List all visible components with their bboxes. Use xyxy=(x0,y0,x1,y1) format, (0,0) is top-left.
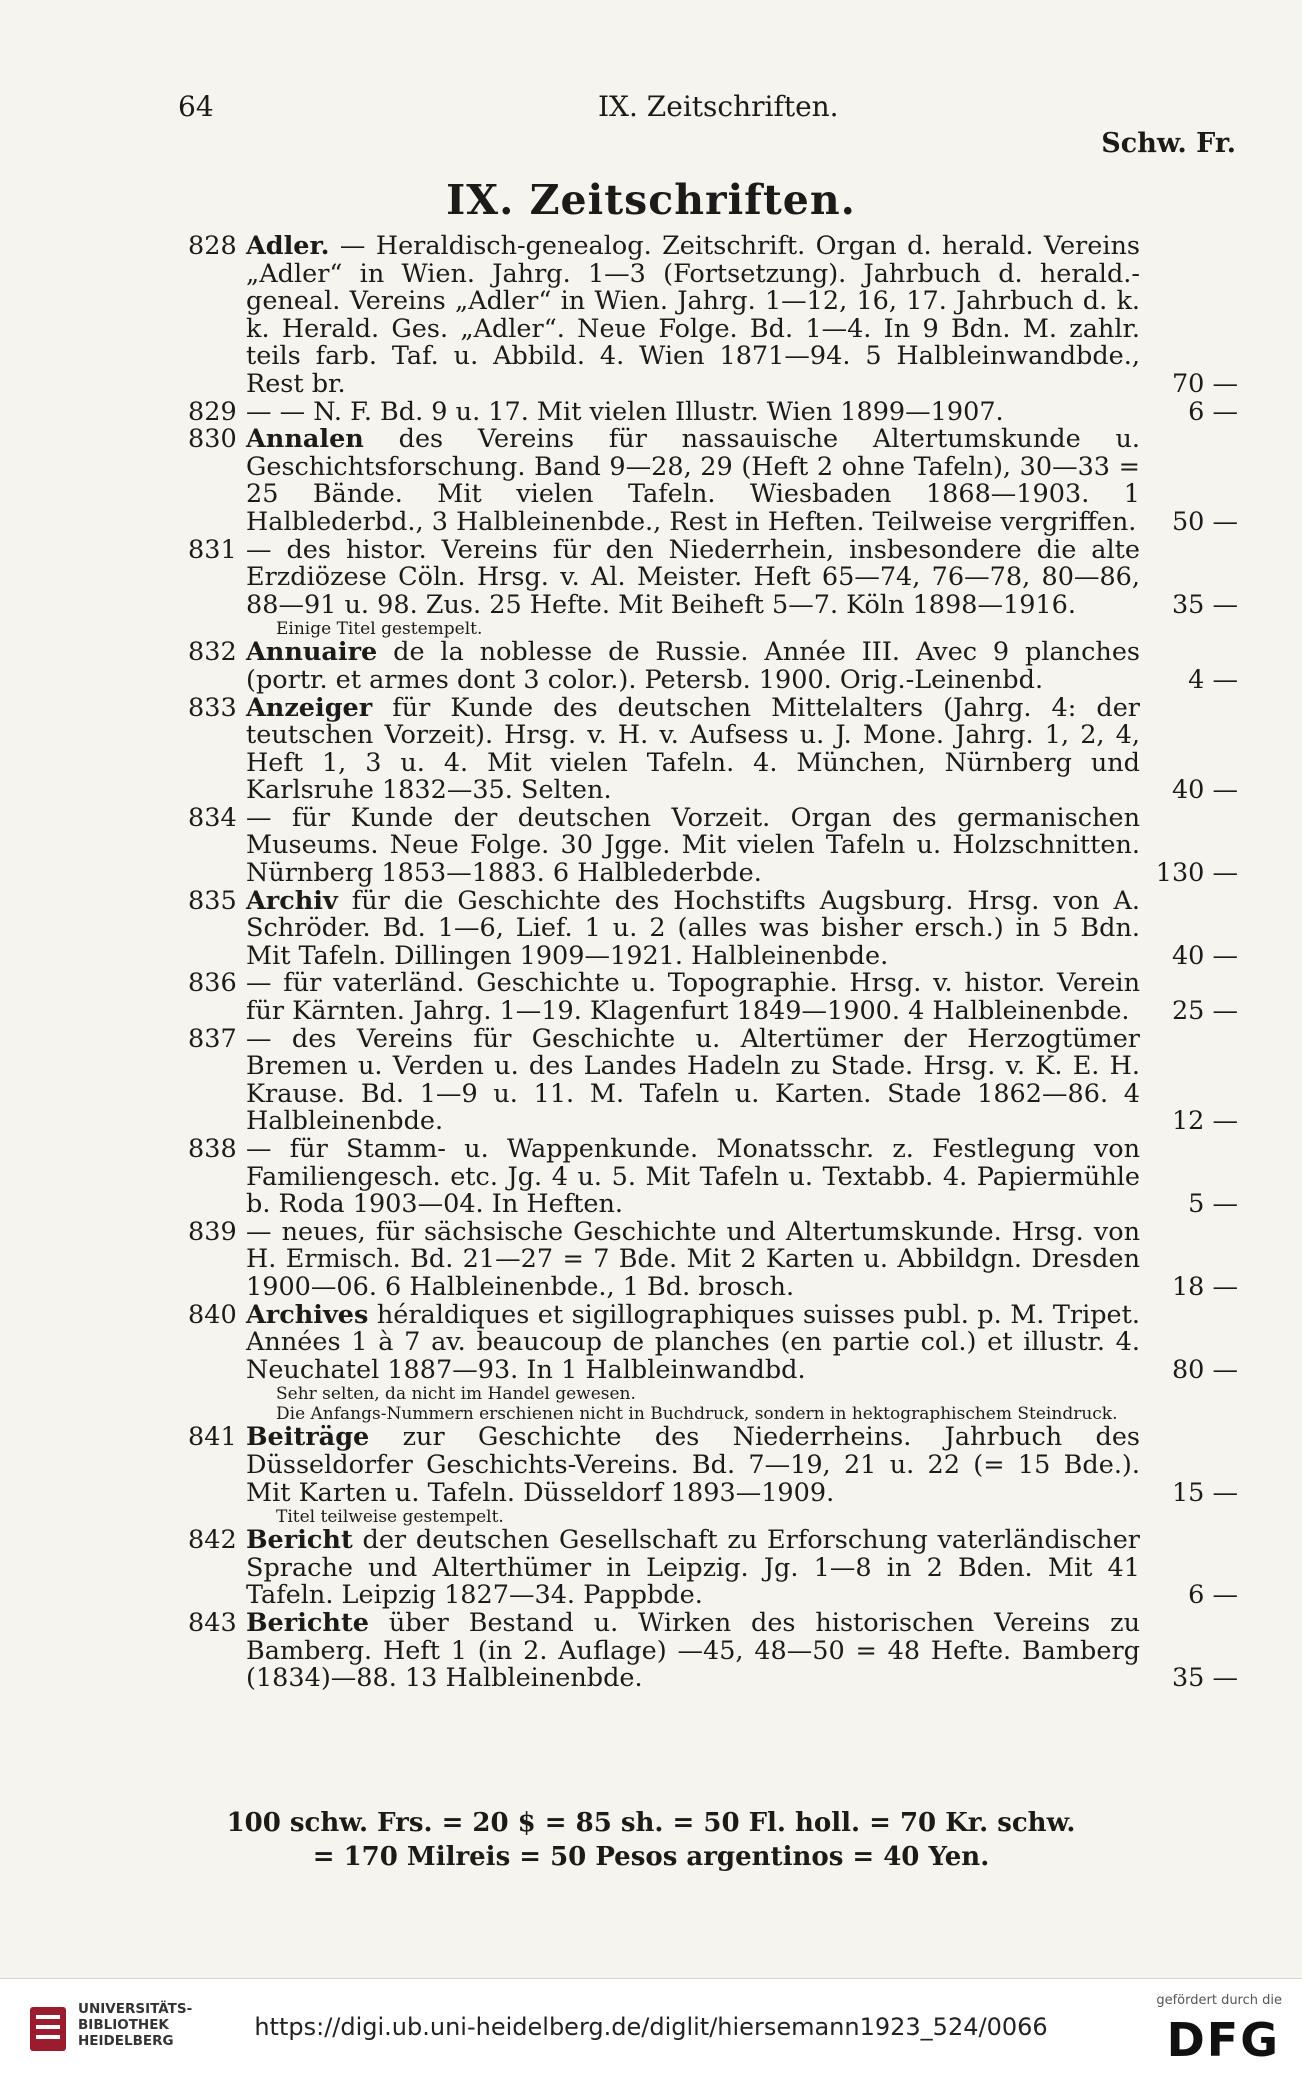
catalog-entry xyxy=(188,1607,1238,1694)
entry-description xyxy=(246,970,1238,1025)
entry-number: 829 xyxy=(188,396,237,427)
entry-keyword: Adler. xyxy=(246,231,330,261)
currency-label: Schw. Fr. xyxy=(1101,128,1236,159)
entry-description xyxy=(246,802,1238,889)
entry-description xyxy=(246,1424,1238,1507)
entry-text: — für vaterländ. Geschichte u. Topographie. Hrsg. v. histor. Verein für Kärnten. Jahrg. 1—19. Klagenfurt 1849—1900. 4 Halbleinenbde. xyxy=(246,968,1140,1027)
entry-price: 35 — xyxy=(1171,589,1238,620)
entry-text: — des histor. Vereins für den Niederrhein, insbesondere die alte Erzdiözese Cöln. Hrsg. v. Al. Meister. Heft 65—74, 76—78, 80—86, 88—91 u. 98. Zus. 25 Hefte. Mit Beiheft 5—7. Köln 1898—1916. xyxy=(246,534,1140,620)
entry-number: 842 xyxy=(188,1525,237,1556)
entry-description xyxy=(246,1023,1238,1137)
entry-number: 841 xyxy=(188,1422,237,1453)
running-title: IX. Zeitschriften. xyxy=(598,90,839,123)
entry-number: 840 xyxy=(188,1299,237,1330)
entry-description xyxy=(246,885,1238,971)
entry-description xyxy=(246,1136,1238,1219)
catalog-entries xyxy=(188,233,1238,1693)
entry-text: des Vereins für nassauische Altertumskunde u. Geschichtsforschung. Band 9—28, 29 (Heft 2 ohne Tafeln), 30—33 = 25 Bände. Mit vielen Tafeln. Wiesbaden 1868—1903. 1 Halblederbd., 3 Halbleinenbde., Rest in Heften. Teilweise vergriffen. xyxy=(246,424,1140,537)
catalog-entry xyxy=(188,885,1238,971)
entry-number: 838 xyxy=(188,1134,237,1164)
entry-price: 80 — xyxy=(1171,1354,1238,1385)
catalog-entry xyxy=(188,534,1238,640)
entry-text: héraldiques et sigillographiques suisses publ. p. M. Tripet. Années 1 à 7 av. beaucoup de planches (en partie col.) et illustr. 4. Neuchatel 1887—93. In 1 Halbleinwandbd. xyxy=(246,1299,1140,1385)
page-number: 64 xyxy=(178,90,214,123)
entry-price: 25 — xyxy=(1171,996,1238,1027)
entry-text: — — N. F. Bd. 9 u. 17. Mit vielen Illustr. Wien 1899—1907. xyxy=(246,396,1004,427)
running-header xyxy=(178,90,1238,130)
entry-keyword: Archives xyxy=(246,1299,369,1330)
entry-keyword: Anzeiger xyxy=(246,692,373,723)
entry-description xyxy=(246,1216,1238,1302)
entry-text: — für Stamm- u. Wappenkunde. Monatsschr. z. Festlegung von Familiengesch. etc. Jg. 4 u. 5. Mit Tafeln u. Textabb. 4. Papiermühle b. Roda 1903—04. In Heften. xyxy=(246,1134,1140,1220)
viewer-footer-bar xyxy=(0,1978,1302,2077)
entry-price: 12 — xyxy=(1171,1106,1238,1137)
entry-text: über Bestand u. Wirken des historischen Vereins zu Bamberg. Heft 1 (in 2. Auflage) —45, 48—50 = 48 Hefte. Bamberg (1834)—88. 13 Halbleinenbde. xyxy=(246,1607,1140,1694)
entry-price: 35 — xyxy=(1171,1663,1238,1694)
section-title: IX. Zeitschriften. xyxy=(446,176,856,224)
entry-description xyxy=(246,1299,1238,1385)
entry-price: 4 — xyxy=(1188,664,1238,695)
entry-number: 830 xyxy=(188,424,237,455)
entry-note: Einige Titel gestempelt. xyxy=(276,619,483,640)
catalog-entry xyxy=(188,233,1238,399)
entry-keyword: Berichte xyxy=(246,1607,369,1638)
entry-price: 15 — xyxy=(1171,1477,1238,1508)
entry-number: 835 xyxy=(188,885,237,916)
entry-description xyxy=(246,233,1238,399)
entry-text: — des Vereins für Geschichte u. Altertümer der Herzogtümer Bremen u. Verden u. des Landes Hadeln zu Stade. Hrsg. v. K. E. H. Krause. Bd. 1—9 u. 11. M. Tafeln u. Karten. Stade 1862—86. 4 Halbleinenbde. xyxy=(246,1023,1140,1137)
library-name-line: UNIVERSITÄTS- xyxy=(78,2001,193,2017)
exchange-rates xyxy=(0,1806,1302,1874)
entry-price: 70 — xyxy=(1171,368,1238,399)
entry-number: 832 xyxy=(188,637,237,668)
entry-text: für Kunde des deutschen Mittelalters (Jahrg. 4: der teutschen Vorzeit). Hrsg. v. H. v. Aufsess u. J. Mone. Jahrg. 1, 2, 4, Heft 1, 3 u. 4. Mit vielen Tafeln. 4. München, Nürnberg und Karlsruhe 1832—35. Selten. xyxy=(246,692,1140,806)
catalog-entry xyxy=(188,639,1238,694)
entry-keyword: Bericht xyxy=(246,1525,353,1556)
entry-description xyxy=(246,534,1238,620)
entry-text: zur Geschichte des Niederrheins. Jahrbuch des Düsseldorfer Geschichts-Vereins. Bd. 7—19, 21 u. 22 (= 15 Bde.). Mit Karten u. Tafeln. Düsseldorf 1893—1909. xyxy=(246,1422,1140,1508)
entry-price: 18 — xyxy=(1171,1271,1238,1302)
funding-caption: gefördert durch die xyxy=(1156,1993,1282,2008)
catalog-entry xyxy=(188,396,1238,427)
exchange-rates-line-2: = 170 Milreis = 50 Pesos argentinos = 40 Yen. xyxy=(312,1842,990,1872)
entry-text: der deutschen Gesellschaft zu Erforschung vaterländischer Sprache und Alterthümer in Leipzig. Jg. 1—8 in 2 Bden. Mit 41 Tafeln. Leipzig 1827—34. Pappbde. xyxy=(246,1525,1140,1611)
entry-text: für die Geschichte des Hochstifts Augsburg. Hrsg. von A. Schröder. Bd. 1—6, Lief. 1 u. 2 (alles was bisher ersch.) in 5 Bdn. Mit Tafeln. Dillingen 1909—1921. Halbleinenbde. xyxy=(246,885,1140,971)
entry-price: 40 — xyxy=(1171,940,1238,971)
entry-number: 833 xyxy=(188,692,237,723)
entry-note: Sehr selten, da nicht im Handel gewesen. xyxy=(276,1384,636,1405)
catalog-entry xyxy=(188,1216,1238,1302)
entry-description xyxy=(246,396,1238,427)
entry-description xyxy=(246,639,1238,694)
entry-description xyxy=(246,1607,1238,1694)
entry-keyword: Annuaire xyxy=(246,637,378,668)
dfg-logo: DFG xyxy=(1166,2013,1280,2067)
entry-number: 836 xyxy=(188,968,237,999)
entry-price: 6 — xyxy=(1188,396,1238,427)
entry-text: — neues, für sächsische Geschichte und Altertumskunde. Hrsg. von H. Ermisch. Bd. 21—27 = 7 Bde. Mit 2 Karten u. Abbildgn. Dresden 1900—06. 6 Halbleinenbde., 1 Bd. brosch. xyxy=(246,1216,1140,1302)
entry-text: — für Kunde der deutschen Vorzeit. Organ des germanischen Museums. Neue Folge. 30 Jgge. Mit vielen Tafeln u. Holzschnitten. Nürnberg 1853—1883. 6 Halblederbde. xyxy=(246,802,1140,889)
entry-note: Die Anfangs-Nummern erschienen nicht in Buchdruck, sondern in hektographischem Steindruck. xyxy=(276,1404,1118,1425)
entry-number: 834 xyxy=(188,802,237,833)
library-name-line: HEIDELBERG xyxy=(78,2033,174,2049)
entry-text: — Heraldisch-genealog. Zeitschrift. Organ d. herald. Vereins „Adler“ in Wien. Jahrg. 1—3 (Fortsetzung). Jahrbuch d. herald.-geneal. Vereins „Adler“ in Wien. Jahrg. 1—12, 16, 17. Jahrbuch d. k. k. Herald. Ges. „Adler“. Neue Folge. Bd. 1—4. In 9 Bdn. M. zahlr. teils farb. Taf. u. Abbild. 4. Wien 1871—94. 5 Halbleinwandbde., Rest br. xyxy=(246,231,1140,399)
entry-number: 837 xyxy=(188,1023,237,1054)
entry-note: Titel teilweise gestempelt. xyxy=(276,1507,504,1528)
entry-number: 839 xyxy=(188,1216,237,1247)
entry-price: 50 — xyxy=(1171,506,1238,537)
catalog-entry xyxy=(188,1136,1238,1219)
entry-number: 828 xyxy=(188,231,237,261)
exchange-rates-line-1: 100 schw. Frs. = 20 $ = 85 sh. = 50 Fl. holl. = 70 Kr. schw. xyxy=(226,1808,1076,1838)
entry-description xyxy=(246,426,1238,536)
catalog-entry xyxy=(188,426,1238,536)
catalog-entry xyxy=(188,1299,1238,1425)
catalog-entry xyxy=(188,802,1238,889)
entry-price: 5 — xyxy=(1188,1189,1238,1220)
entry-number: 843 xyxy=(188,1607,237,1638)
catalog-entry xyxy=(188,1527,1238,1610)
entry-keyword: Archiv xyxy=(246,885,338,916)
entry-keyword: Beiträge xyxy=(246,1422,370,1453)
entry-price: 40 — xyxy=(1171,775,1238,806)
entry-price: 6 — xyxy=(1188,1580,1238,1611)
library-name-line: BIBLIOTHEK xyxy=(78,2017,169,2033)
entry-keyword: Annalen xyxy=(246,424,364,455)
catalog-entry xyxy=(188,692,1238,806)
catalog-entry xyxy=(188,1424,1238,1527)
entry-description xyxy=(246,1527,1238,1610)
permalink-url[interactable]: https://digi.ub.uni-heidelberg.de/diglit/hiersemann1923_524/0066 xyxy=(254,2013,1048,2041)
entry-description xyxy=(246,692,1238,806)
entry-number: 831 xyxy=(188,534,237,565)
entry-price: 130 — xyxy=(1155,858,1238,889)
catalog-entry xyxy=(188,970,1238,1025)
catalog-entry xyxy=(188,1023,1238,1137)
entry-text: de la noblesse de Russie. Année III. Avec 9 planches (portr. et armes dont 3 color.). Petersb. 1900. Orig.-Leinenbd. xyxy=(246,637,1140,695)
